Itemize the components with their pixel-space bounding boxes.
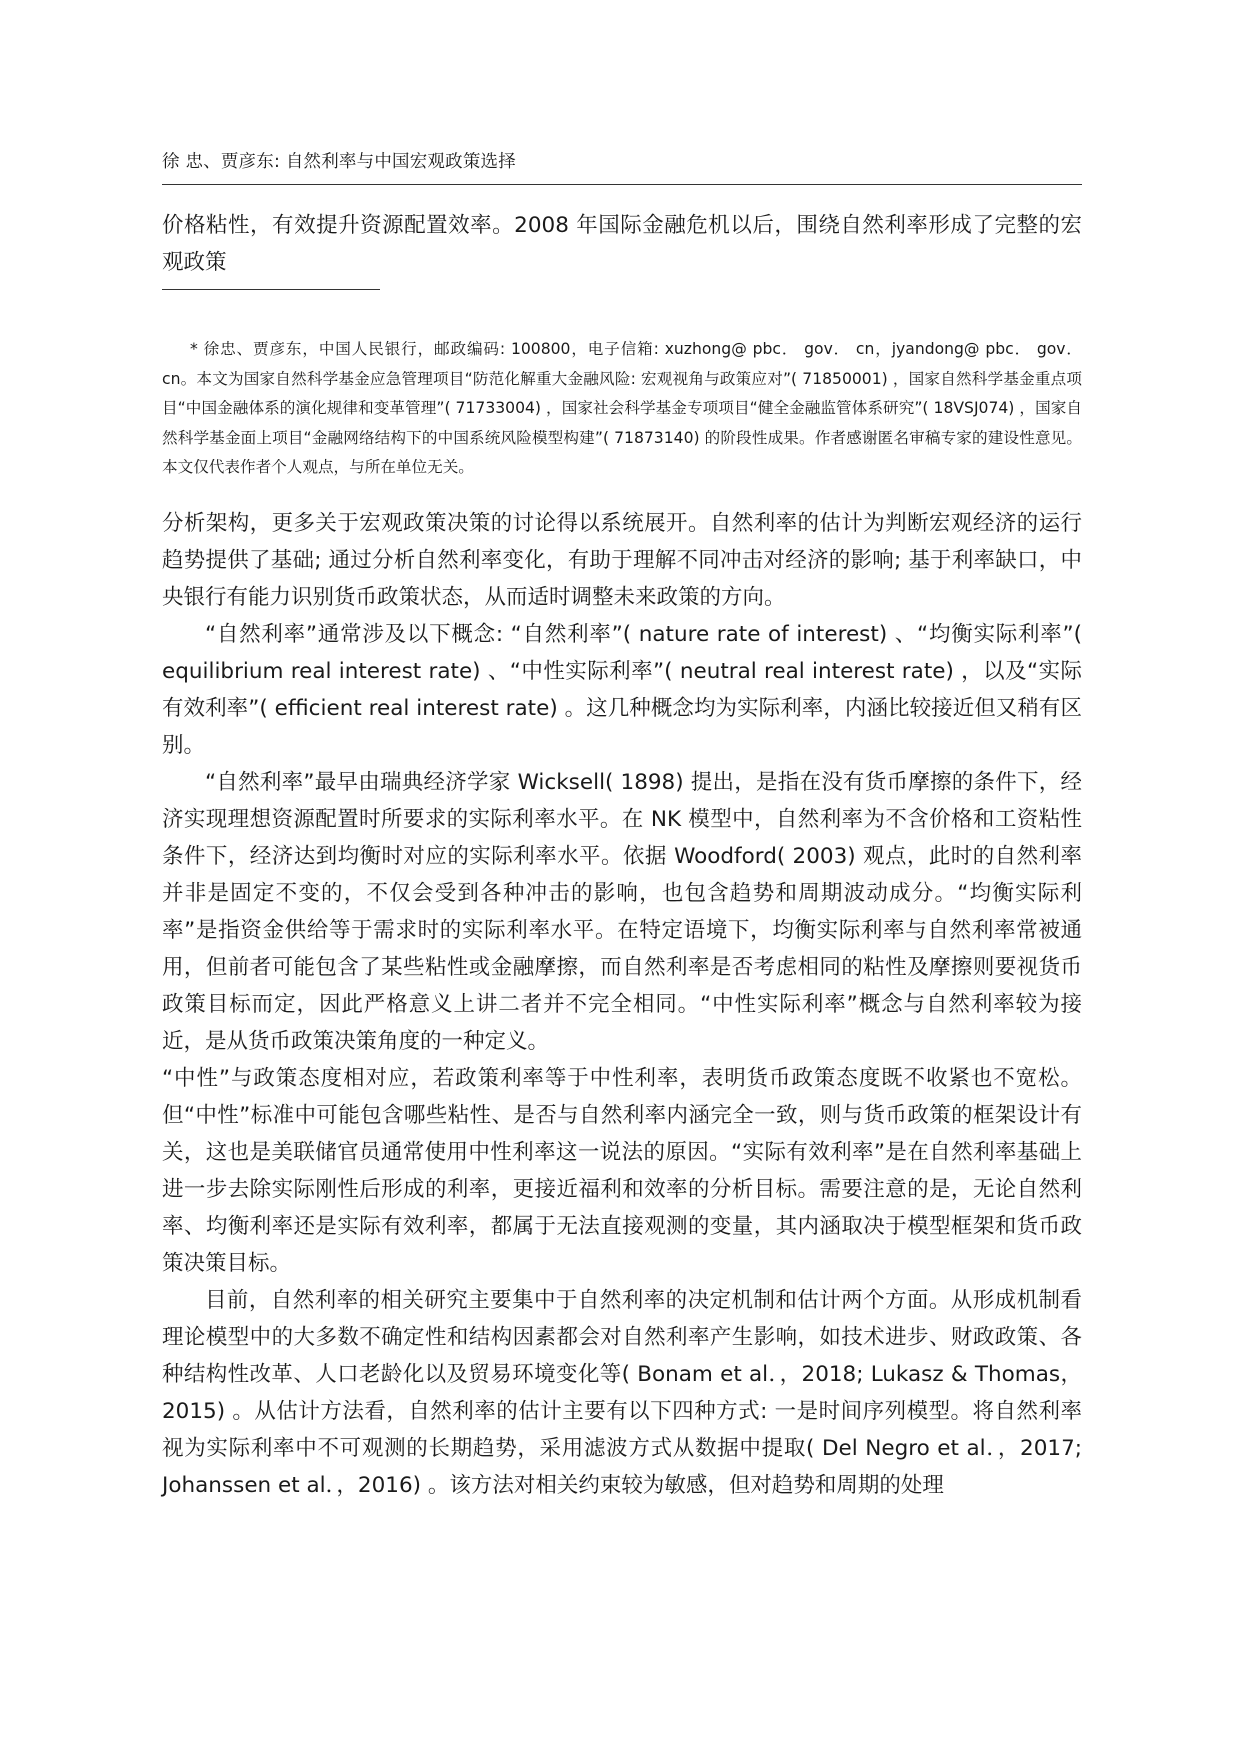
header-divider — [162, 184, 1082, 185]
paragraph-research-overview: 目前，自然利率的相关研究主要集中于自然利率的决定机制和估计两个方面。从形成机制看理论模型中的大多数不确定性和结构因素都会对自然利率产生影响，如技术进步、财政政策、各种结构性改革、人口老龄化以及贸易环境变化等( Bonam et al．，2018; Lukasz & Thomas，2015) 。从估计方法看，自然利率的估计主要有以下四种方式: 一是时间序列模型。将自然利率视为实际利率中不可观测的长期趋势，采用滤波方式从数据中提取( Del Negro et al．，2017; Johanssen et al．，2016) 。该方法对相关约束较为敏感，但对趋势和周期的处理 — [162, 1288, 1082, 1498]
paragraph-continuation: 分析架构，更多关于宏观政策决策的讨论得以系统展开。自然利率的估计为判断宏观经济的运行趋势提供了基础; 通过分析自然利率变化，有助于理解不同冲击对经济的影响; 基于利率缺口，中央银行有能力识别货币政策状态，从而适时调整未来政策的方向。 — [162, 511, 1082, 610]
main-text — [162, 505, 1082, 1504]
footnote-divider — [162, 289, 380, 290]
paragraph-neutral-rate: “中性”与政策态度相对应，若政策利率等于中性利率，表明货币政策态度既不收紧也不宽松。但“中性”标准中可能包含哪些粘性、是否与自然利率内涵完全一致，则与货币政策的框架设计有关，这也是美联储官员通常使用中性利率这一说法的原因。“实际有效利率”是在自然利率基础上进一步去除实际刚性后形成的利率，更接近福利和效率的分析目标。需要注意的是，无论自然利率、均衡利率还是实际有效利率，都属于无法直接观测的变量，其内涵取决于模型框架和货币政策决策目标。 — [162, 1066, 1082, 1276]
running-header: 徐 忠、贾彦东: 自然利率与中国宏观政策选择 — [162, 152, 516, 172]
opening-paragraph: 价格粘性，有效提升资源配置效率。2008 年国际金融危机以后，围绕自然利率形成了完整的宏观政策 — [162, 213, 1082, 275]
paragraph-natural-rate-definition: “自然利率”最早由瑞典经济学家 Wicksell( 1898) 提出，是指在没有货币摩擦的条件下，经济实现理想资源配置时所要求的实际利率水平。在 NK 模型中，自然利率为不含价格和工资粘性条件下，经济达到均衡时对应的实际利率水平。依据 Woodford( 2003) 观点，此时的自然利率并非是固定不变的，不仅会受到各种冲击的影响，也包含趋势和周期波动成分。“均衡实际利率”是指资金供给等于需求时的实际利率水平。在特定语境下，均衡实际利率与自然利率常被通用，但前者可能包含了某些粘性或金融摩擦，而自然利率是否考虑相同的粘性及摩擦则要视货币政策目标而定，因此严格意义上讲二者并不完全相同。“中性实际利率”概念与自然利率较为接近，是从货币政策决策角度的一种定义。 — [162, 770, 1082, 1054]
author-footnote: * 徐忠、贾彦东，中国人民银行，邮政编码: 100800，电子信箱: xuzhong@ pbc． gov． cn，jyandong@ pbc． gov． cn。本文为国家自然科学基金应急管理项目“防范化解重大金融风险: 宏观视角与政策应对”( 71850001) ，国家自然科学基金重点项目“中国金融体系的演化规律和变革管理”( 71733004) ，国家社会科学基金专项项目“健全金融监管体系研究”( 18VSJ074) ，国家自然科学基金面上项目“金融网络结构下的中国系统风险模型构建”( 71873140) 的阶段性成果。作者感谢匿名审稿专家的建设性意见。本文仅代表作者个人观点，与所在单位无关。 — [162, 340, 1082, 476]
paragraph-concepts: “自然利率”通常涉及以下概念: “自然利率”( nature rate of interest) 、“均衡实际利率”( equilibrium real interest rate) 、“中性实际利率”( neutral real interest rate) ，以及“实际有效利率”( efficient real interest rate) 。这几种概念均为实际利率，内涵比较接近但又稍有区别。 — [162, 622, 1082, 758]
